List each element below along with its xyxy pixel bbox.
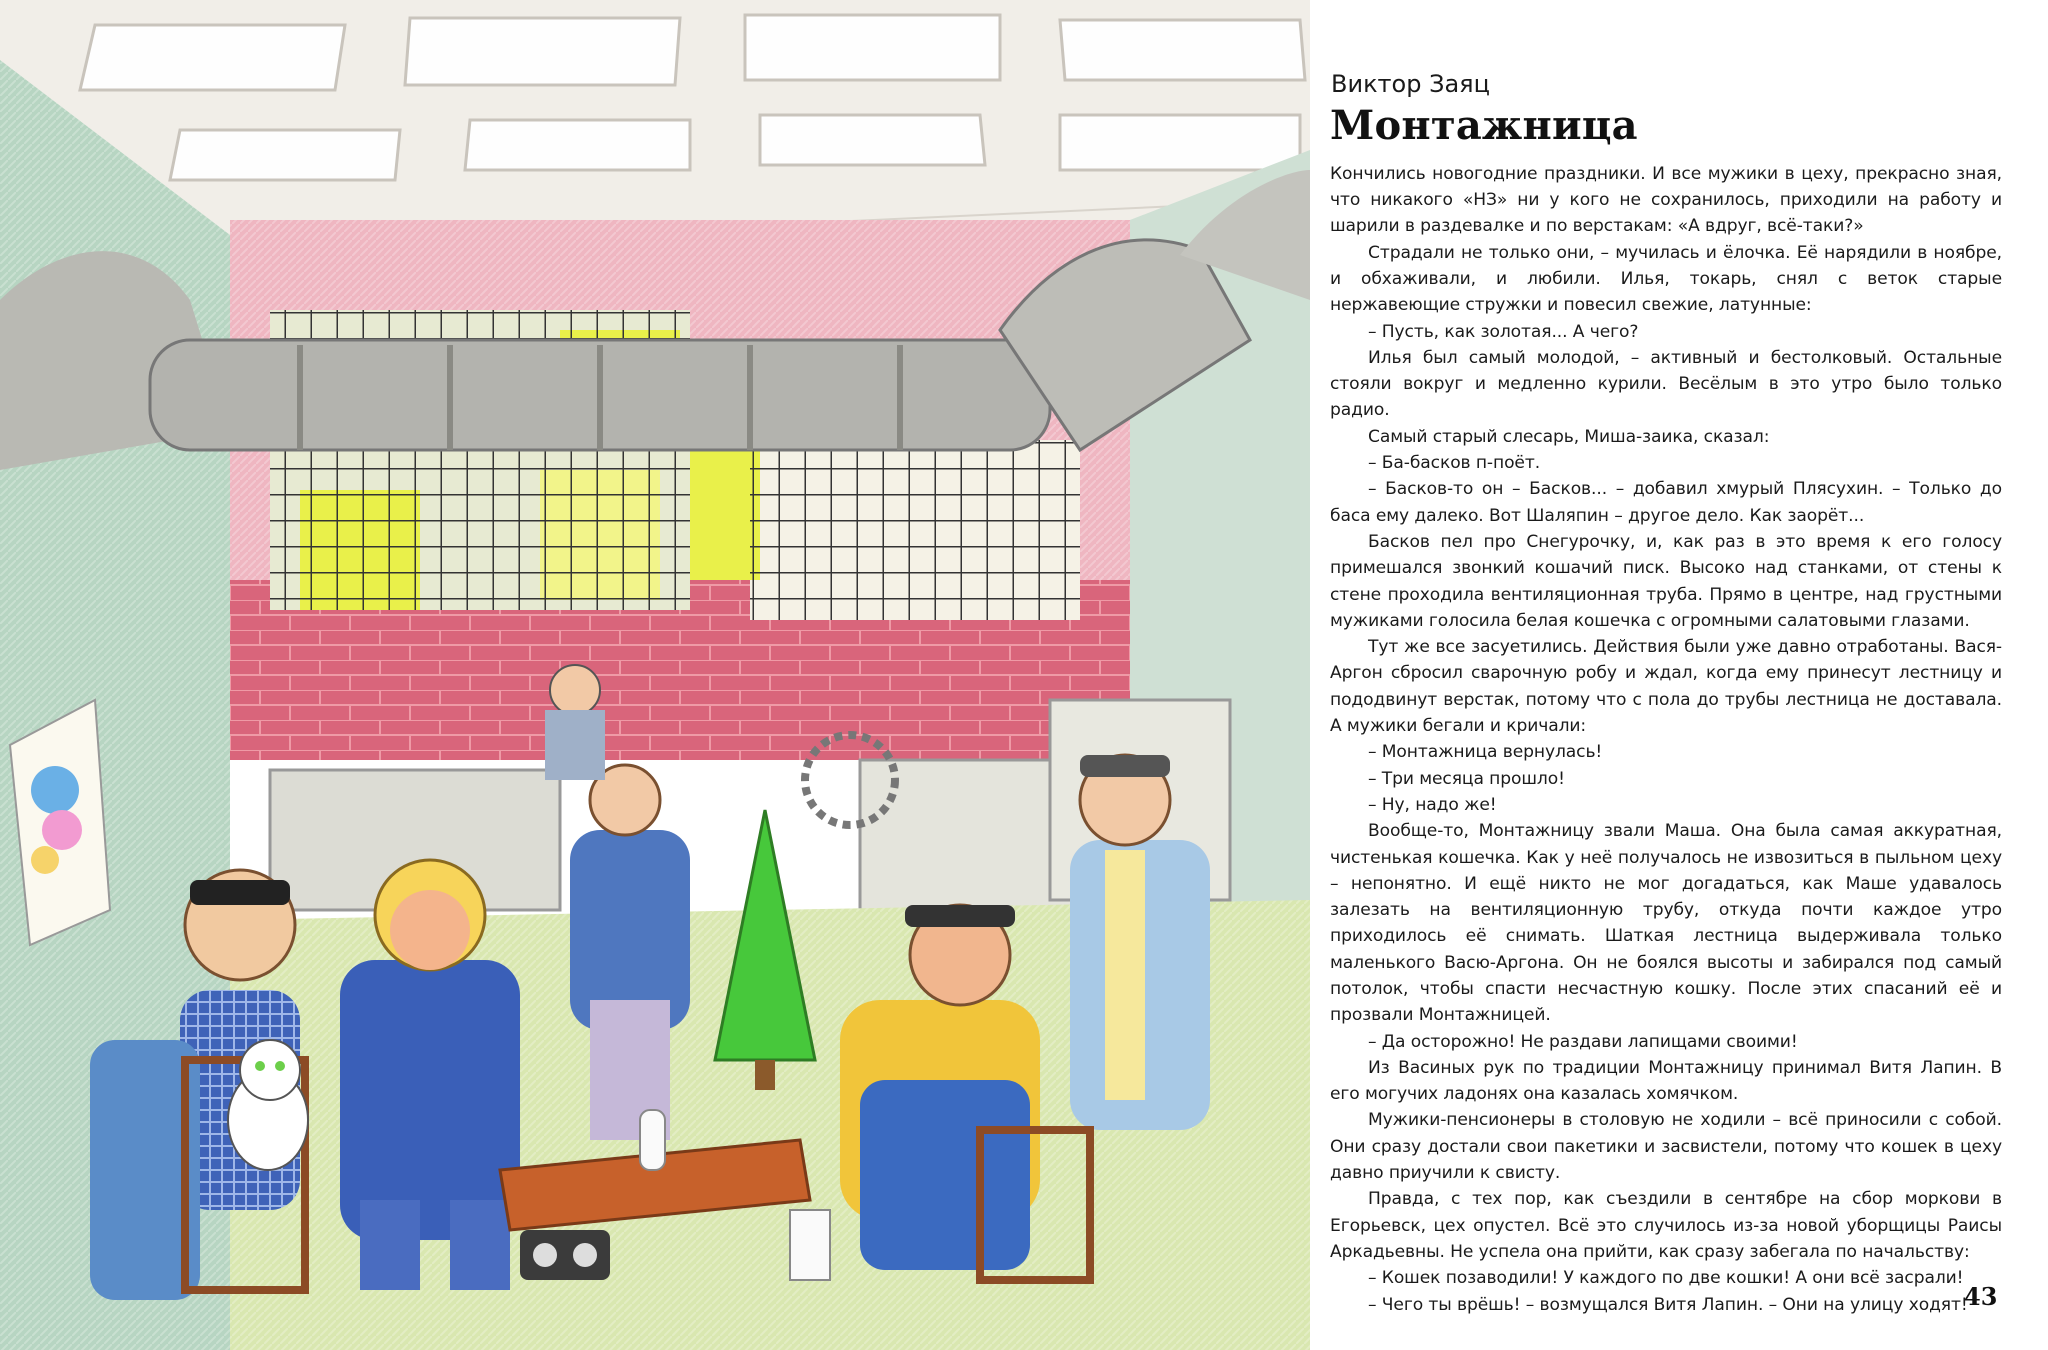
paragraph: – Три месяца прошло! [1368, 768, 1565, 789]
paragraph: – Кошек позаводили! У каждого по две кошки! А они всё засрали! [1368, 1268, 1964, 1289]
paragraph: Вообще-то, Монтажницу звали Маша. Она была самая аккуратная, чистенькая кошечка. Как у неё получалось не извозиться в пыльном цеху – непонятно. И ещё никто не мог догадаться, как Маше удавалось залезать на вентиляционную трубу, откуда почти каждое утро приходилось её снимать. Шаткая лестница выдерживала только маленького Васю-Аргона. Он не боялся высоты и забирался под самый потолок, чтобы спасти несчастную кошку. После этих спасаний её и прозвали Монтажницей. [1330, 821, 2002, 1026]
page-number: 43 [1964, 1282, 1998, 1311]
paragraph: Из Васиных рук по традиции Монтажницу принимал Витя Лапин. В его могучих ладонях она казалась хомячком. [1330, 1057, 2002, 1105]
paragraph: – Басков-то он – Басков... – добавил хмурый Плясухин. – Только до баса ему далеко. Вот Шаляпин – другое дело. Как заорёт... [1330, 479, 2002, 526]
paragraph: – Монтажница вернулась! [1368, 742, 1603, 763]
paragraph: Басков пел про Снегурочку, и, как раз в это время к его голосу примешался звонкий кошачий писк. Высоко над станками, от стены к стене проходила вентиляционная труба. Прямо в центре, над грустными мужиками голосила белая кошечка с огромными салатовыми глазами. [1330, 531, 2002, 631]
paragraph: Мужики-пенсионеры в столовую не ходили – всё приносили с собой. Они сразу достали свои пакетики и засвистели, потому что кошек в цеху давно приучили к свисту. [1330, 1110, 2002, 1184]
paragraph: – Ну, надо же! [1368, 794, 1497, 815]
story-text [1330, 161, 2002, 1318]
paragraph: – Чего ты врёшь! – возмущался Витя Лапин. – Они на улицу ходят! [1368, 1294, 1968, 1315]
story-title: Монтажница [1330, 101, 1638, 149]
paragraph: Правда, с тех пор, как съездили в сентябре на сбор моркови в Егорьевск, цех опустел. Всё это случилось из-за новой уборщицы Раисы Аркадьевны. Не успела она прийти, как сразу забегала по начальству: [1330, 1189, 2002, 1262]
paragraph: Илья был самый молодой, – активный и бестолковый. Остальные стояли вокруг и медленно курили. Весёлым в это утро было только радио. [1330, 347, 2002, 421]
paragraph: – Пусть, как золотая... А чего? [1368, 321, 1639, 342]
paragraph: Самый старый слесарь, Миша-заика, сказал: [1368, 426, 1770, 447]
story-page [1330, 70, 2002, 1318]
paragraph: – Да осторожно! Не раздави лапищами своими! [1368, 1031, 1798, 1052]
paragraph: Тут же все засуетились. Действия были уже давно отработаны. Вася-Аргон сбросил сварочную робу и ждал, когда ему принесут лестницу и пододвинут верстак, потому что с пола до трубы лестница не доставала. А мужики бегали и кричали: [1330, 637, 2002, 737]
author-name: Виктор Заяц [1331, 70, 1490, 98]
paragraph: Кончились новогодние праздники. И все мужики в цеху, прекрасно зная, что никакого «НЗ» ни у кого не сохранилось, приходили на работу и шарили в раздевалке и по верстакам: «А вдруг, всё-таки?» [1330, 163, 2002, 237]
paragraph: – Ба-басков п-поёт. [1368, 453, 1541, 474]
paragraph: Страдали не только они, – мучилась и ёлочка. Её нарядили в ноябре, и обхаживали, и любили. Илья, токарь, снял с веток старые нержавеющие стружки и повесил свежие, латунные: [1330, 242, 2002, 316]
